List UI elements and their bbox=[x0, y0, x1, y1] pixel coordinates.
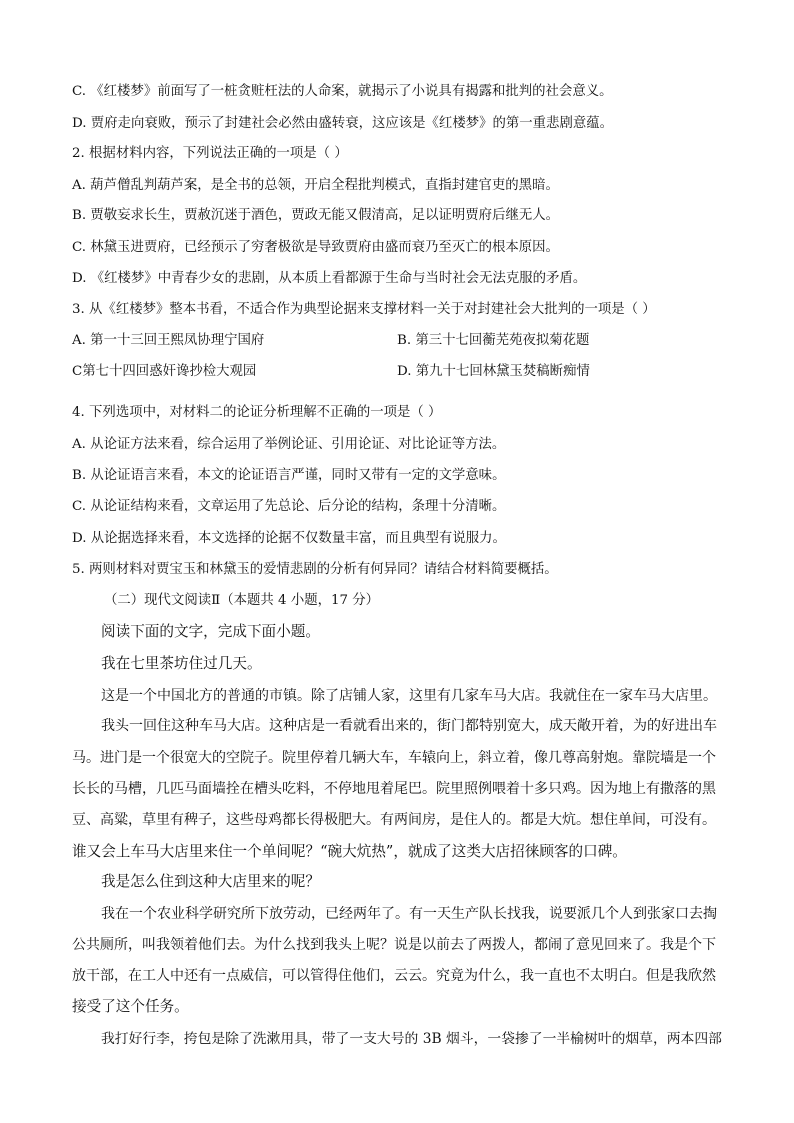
question-2-option-d: D. 《红楼梦》中青春少女的悲剧，从本质上看都源于生命与当时社会无法克服的矛盾。 bbox=[72, 271, 587, 286]
question-4-option-b: B. 从论证语言来看，本文的论证语言严谨，同时又带有一定的文学意味。 bbox=[72, 468, 506, 483]
passage-line: 我打好行李，挎包是除了洗漱用具，带了一支大号的 3B 烟斗，一袋掺了一半榆树叶的烟草，两本四部 bbox=[101, 1031, 722, 1047]
question-2-option-c: C. 林黛玉进贾府，已经预示了穷奢极欲是导致贾府由盛而衰乃至灭亡的根本原因。 bbox=[72, 240, 559, 255]
question-3-option-d: D. 第九十七回林黛玉焚稿断痴情 bbox=[397, 364, 590, 379]
passage-line: 马。进门是一个很宽大的空院子。院里停着几辆大车，车辕向上，斜立着，像几尊高射炮。靠院墙是一个 bbox=[72, 750, 716, 766]
question-2-option-b: B. 贾敬妄求长生，贾赦沉迷于酒色，贾政无能又假清高，足以证明贾府后继无人。 bbox=[72, 208, 560, 223]
question-5-stem: 5. 两则材料对贾宝玉和林黛玉的爱情悲剧的分析有何异同？请结合材料简要概括。 bbox=[72, 562, 558, 577]
passage-line: 放干部，在工人中还有一点威信，可以管得住他们，云云。究竟为什么，我一直也不太明白。但是我欣然 bbox=[72, 968, 716, 984]
question-4-option-a: A. 从论证方法来看，综合运用了举例论证、引用论证、对比论证等方法。 bbox=[72, 437, 506, 452]
question-1-option-d: D. 贾府走向衰败，预示了封建社会必然由盛转衰，这应该是《红楼梦》的第一重悲剧意蕴。 bbox=[72, 116, 614, 131]
question-4-stem: 4. 下列选项中，对材料二的论证分析理解不正确的一项是（ ） bbox=[72, 405, 442, 420]
question-2-stem: 2. 根据材料内容，下列说法正确的一项是（ ） bbox=[72, 146, 348, 161]
question-4-option-d: D. 从论据选择来看，本文选择的论据不仅数量丰富，而且典型有说服力。 bbox=[72, 531, 506, 546]
passage-line: 接受了这个任务。 bbox=[72, 998, 189, 1015]
question-4-option-c: C. 从论证结构来看，文章运用了先总论、后分论的结构，条理十分清晰。 bbox=[72, 499, 506, 514]
passage-line: 我是怎么住到这种大店里来的呢？ bbox=[101, 873, 320, 890]
question-3-option-b: B. 第三十七回蘅芜苑夜拟菊花题 bbox=[397, 333, 590, 348]
question-1-option-c: C. 《红楼梦》前面写了一桩贪赃枉法的人命案，就揭示了小说具有揭露和批判的社会意义。 bbox=[72, 84, 613, 99]
question-3-option-a: A. 第一十三回王熙凤协理宁国府 bbox=[72, 333, 265, 348]
passage-line: 谁又会上车马大店里来住一个单间呢？“碗大炕热”，就成了这类大店招徕顾客的口碑。 bbox=[72, 843, 627, 860]
question-2-option-a: A. 葫芦僧乱判葫芦案，是全书的总领，开启全程批判模式，直指封建官吏的黑暗。 bbox=[72, 178, 559, 193]
passage-line: 公共厕所，叫我领着他们去。为什么找到我头上呢？说是以前去了两拨人，都闹了意见回来了。我是个下 bbox=[72, 937, 716, 953]
passage-line: 长长的马槽，几匹马面墙拴在槽头吃料，不停地甩着尾巴。院里照例喂着十多只鸡。因为地上有撒落的黑 bbox=[72, 781, 716, 797]
passage-line: 豆、高粱，草里有稗子，这些母鸡都长得极肥大。有两间房，是住人的。都是大炕。想住单间，可没有。 bbox=[72, 812, 716, 828]
reading-instruction: 阅读下面的文字，完成下面小题。 bbox=[101, 623, 320, 640]
question-3-option-c: C第七十四回惑奸谗抄检大观园 bbox=[72, 364, 257, 379]
section-heading: （二）现代文阅读Ⅱ（本题共 4 小题，17 分） bbox=[104, 593, 380, 608]
passage-line: 这是一个中国北方的普通的市镇。除了店铺人家，这里有几家车马大店。我就住在一家车马大店里。 bbox=[101, 688, 717, 704]
question-3-stem: 3. 从《红楼梦》整本书看，不适合作为典型论据来支撑材料一关于对封建社会大批判的一项是（ ） bbox=[72, 302, 656, 317]
passage-line: 我在七里茶坊住过几天。 bbox=[101, 655, 262, 672]
passage-line: 我在一个农业科学研究所下放劳动，已经两年了。有一天生产队长找我，说要派几个人到张家口去掏 bbox=[101, 906, 717, 922]
passage-line: 我头一回住这种车马大店。这种店是一看就看出来的，街门都特别宽大，成天敞开着，为的好进出车 bbox=[101, 718, 717, 734]
